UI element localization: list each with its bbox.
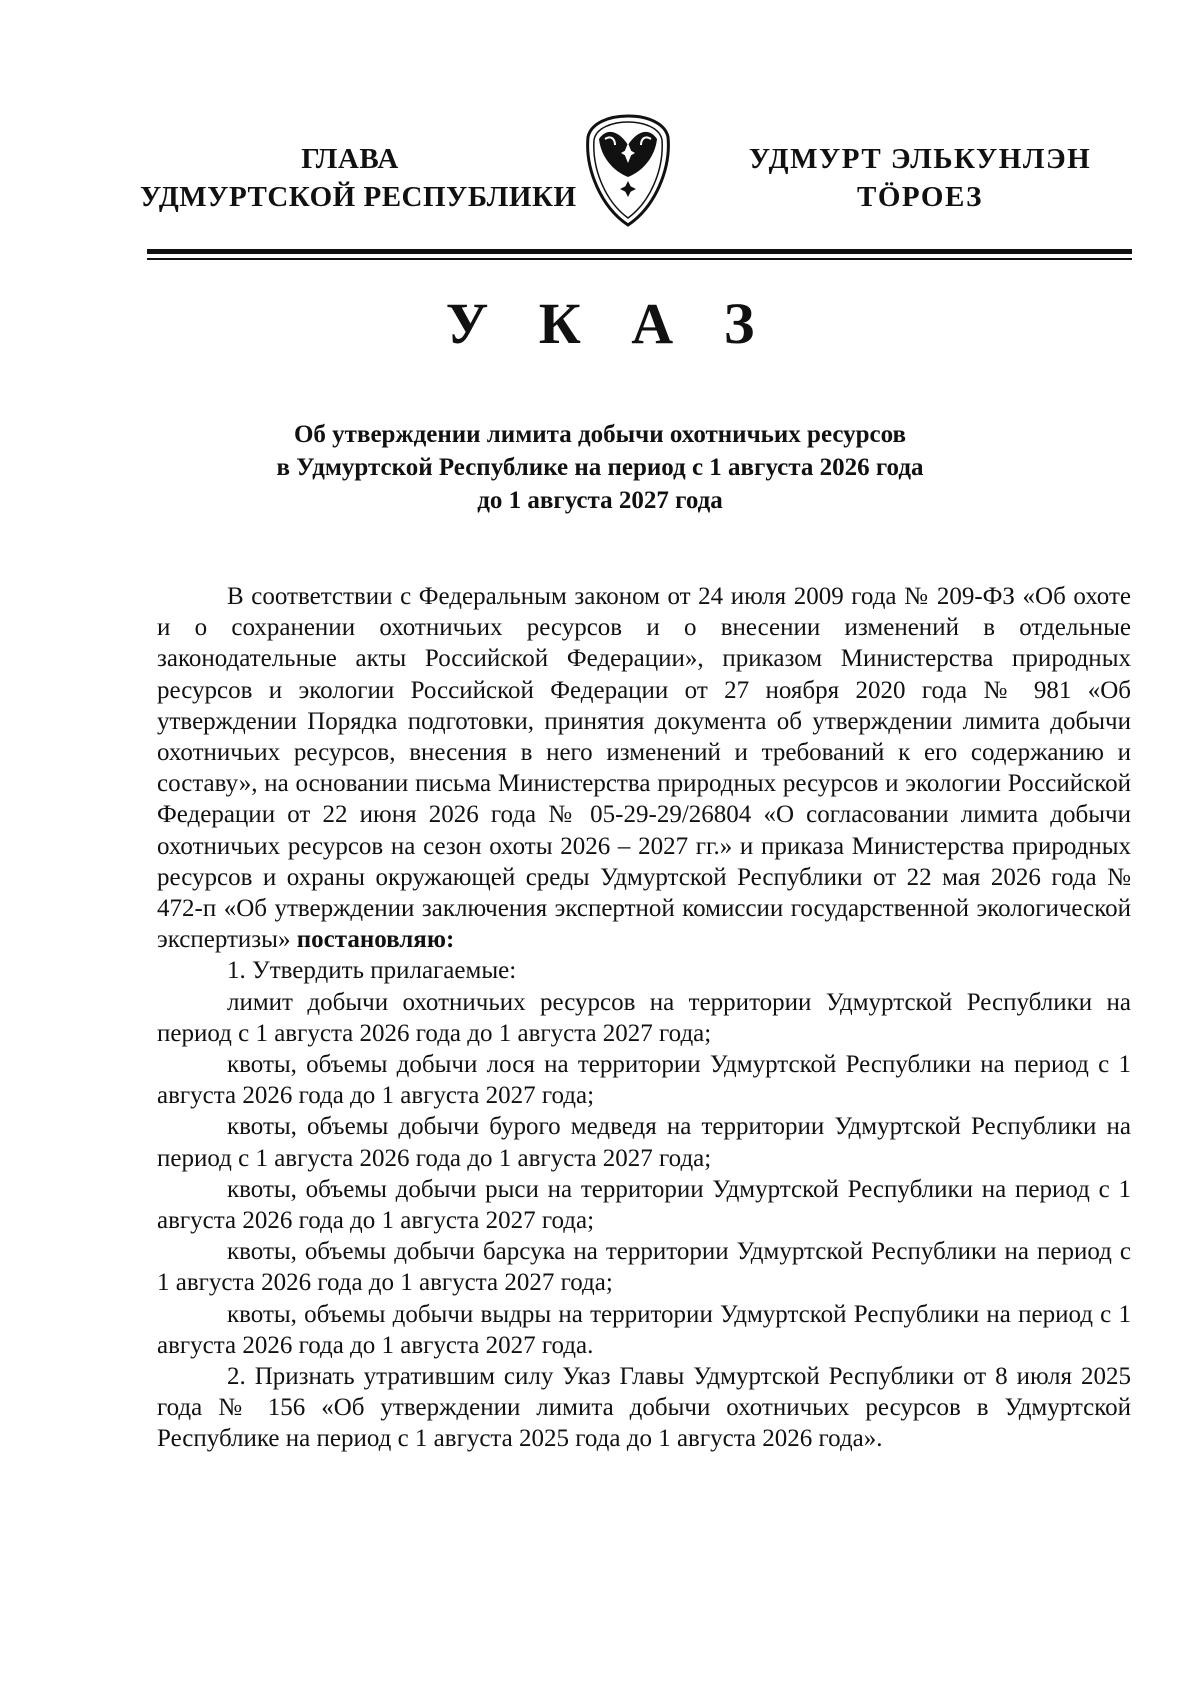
item-2: 2. Признать утратившим силу Указ Главы Удмуртской Республики от 8 июля 2025 года № 156 «Об утверждении лимита добычи охотничьих ресурсов в Удмуртской Республике на период с 1 августа 2025 года до 1 августа 2026 года». (157, 1363, 1131, 1453)
document-title: У К А З (445, 291, 773, 356)
document-subject (200, 418, 1000, 517)
subject-line3: до 1 августа 2027 года (477, 487, 723, 514)
issuer-russian (140, 140, 577, 216)
item-1-list-entry: квоты, объемы добычи выдры на территории Удмуртской Республики на период с 1 августа 2026 года до 1 августа 2027 года. (157, 1300, 1131, 1359)
preamble-text: В соответствии с Федеральным законом от 24 июля 2009 года № 209-ФЗ «Об охоте и о сохранении охотничьих ресурсов и о внесении изменений в отдельные законодательные акты Российской Федерации», приказом Министерства природных ресурсов и экологии Российской Федерации от 27 ноября 2020 года № 981 «Об утверждении Порядка подготовки, принятия документа об утверждении лимита добычи охотничьих ресурсов, внесения в него изменений и требований к его содержанию и составу», на основании письма Министерства природных ресурсов и экологии Российской Федерации от 22 июня 2026 года № 05-29-29/26804 «О согласовании лимита добычи охотничьих ресурсов на сезон охоты 2026 – 2027 гг.» и приказа Министерства природных ресурсов и охраны окружающей среды Удмуртской Республики от 22 мая 2026 года № 472-п «Об утверждении заключения экспертной комиссии государственной экологической экспертизы» (157, 583, 1131, 954)
item-1-list-entry: квоты, объемы добычи барсука на территории Удмуртской Республики на период с 1 августа 2026 года до 1 августа 2027 года; (157, 1238, 1131, 1297)
preamble-operative-word: постановляю (296, 926, 446, 954)
udmurtia-coat-of-arms-icon (585, 113, 671, 229)
header-divider-thin (147, 258, 1132, 260)
preamble-colon: : (445, 926, 455, 954)
issuer-udmurt (730, 140, 1110, 216)
item-1-list-entry: квоты, объемы добычи рыси на территории Удмуртской Республики на период с 1 августа 2026 года до 1 августа 2027 года; (157, 1175, 1131, 1235)
subject-line2: в Удмуртской Республике на период с 1 августа 2026 года (276, 454, 924, 481)
issuer-russian-line2: УДМУРТСКОЙ РЕСПУБЛИКИ (140, 181, 577, 213)
item-1-list-entry: лимит добычи охотничьих ресурсов на территории Удмуртской Республики на период с 1 августа 2026 года до 1 августа 2027 года; (157, 988, 1131, 1047)
header-divider-thick (147, 249, 1132, 254)
issuer-udmurt-line2: ТӦРОЕЗ (856, 181, 983, 213)
issuer-udmurt-line1: УДМУРТ ЭЛЬКУНЛЭН (748, 143, 1092, 175)
document-body (157, 581, 1131, 1455)
subject-line1: Об утверждении лимита добычи охотничьих ресурсов (293, 421, 907, 448)
item-1-list-entry: квоты, объемы добычи лося на территории Удмуртской Республики на период с 1 августа 2026 года до 1 августа 2027 года; (157, 1051, 1131, 1110)
issuer-russian-line1: ГЛАВА (301, 143, 399, 175)
preamble-paragraph (157, 581, 1131, 955)
item-1-list-entry: квоты, объемы добычи бурого медведя на территории Удмуртской Республики на период с 1 августа 2026 года до 1 августа 2027 года; (157, 1113, 1131, 1172)
item-1: 1. Утвердить прилагаемые: (227, 957, 517, 985)
